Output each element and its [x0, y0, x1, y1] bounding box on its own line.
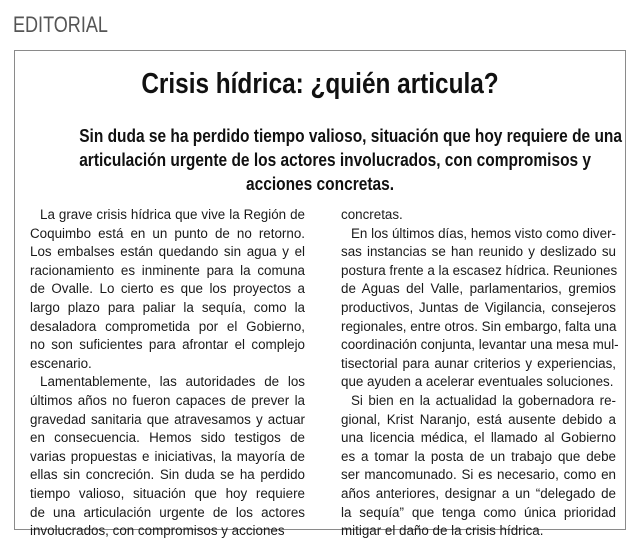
text-line: Lamentablemente, las autoridades de los	[40, 374, 305, 390]
text-line: ellas sin concreción. Sin duda se ha perdido	[30, 467, 305, 483]
text-line: de una articulación urgente de los actores	[30, 504, 305, 520]
text-line: Coquimbo está en un punto de no retorno.	[30, 225, 305, 241]
text-line: productivos, Juntas de Vigilancia, consejeros	[341, 299, 616, 315]
text-line: involucrados, con compromisos y acciones	[30, 523, 285, 539]
text-line: últimos años no fueron capaces de prever la	[30, 392, 305, 408]
text-line: coordinación conjunta, levantar una mesa mul-	[341, 337, 619, 353]
text-line: gional, Krist Naranjo, está ausente debido a	[341, 411, 616, 427]
text-line: ser mancomunado. Si es necesario, como en	[341, 467, 616, 483]
text-line: varias propuestas e iniciativas, la mayoría de	[30, 448, 305, 464]
text-line: desaladora comprometida por el Gobierno,	[30, 318, 305, 334]
text-line: sas instancias se han reunido y deslizado su	[341, 244, 616, 260]
text-line: gravedad sanitaria que atravesamos y actuar	[30, 411, 305, 427]
text-line: en consecuencia. Hemos sido testigos de	[30, 430, 305, 446]
headline: Crisis hídrica: ¿quién articula?	[141, 68, 499, 100]
text-line: que ayuden a acelerar eventuales soluciones.	[341, 374, 614, 390]
text-line: de Aguas del Valle, parlamentarios, gremios	[341, 281, 616, 297]
text-line: tisectorial para aunar criterios y experiencias,	[341, 355, 616, 371]
deck-line: Sin duda se ha perdido tiempo valioso, situación que hoy requiere de una	[79, 126, 622, 146]
right-column	[341, 206, 619, 541]
text-line: largo plazo para paliar la sequía, como la	[30, 299, 305, 315]
text-line: racionamiento es inminente para la comuna	[30, 262, 305, 278]
text-line: postura frente a la escasez hídrica. Reuniones	[341, 262, 618, 278]
text-line: mitigar el daño de la crisis hídrica.	[341, 523, 544, 539]
text-line: Si bien en la actualidad la gobernadora re-	[351, 392, 616, 408]
deck-line: articulación urgente de los actores involucrados, con compromisos y	[79, 150, 592, 170]
text-line: años anteriores, designar a un “delegado de	[341, 485, 616, 501]
text-line: una licencia médica, el llamado al Gobierno	[341, 430, 616, 446]
left-column	[30, 206, 305, 541]
deck	[40, 124, 622, 196]
text-line: de Ovalle. Lo cierto es que los proyectos a	[30, 281, 305, 297]
text-line: concretas.	[341, 207, 403, 222]
text-line: Los embalses están quedando sin agua y el	[30, 244, 305, 260]
deck-line: acciones concretas.	[245, 174, 395, 194]
section-label: EDITORIAL	[13, 12, 108, 37]
text-line: En los últimos días, hemos visto como diver-	[351, 225, 616, 241]
text-line: no son suficientes para afrontar el complejo	[30, 337, 305, 353]
text-line: tiempo valioso, situación que hoy requiere	[30, 485, 305, 501]
text-line: escenario.	[30, 355, 92, 371]
text-line: La grave crisis hídrica que vive la Región de	[40, 207, 305, 222]
text-line: regionales, entre otros. Sin embargo, falta una	[341, 318, 617, 334]
text-line: la sequía” que tenga como única prioridad	[341, 504, 616, 520]
text-line: es a tomar la posta de un trabajo que debe	[341, 448, 616, 464]
